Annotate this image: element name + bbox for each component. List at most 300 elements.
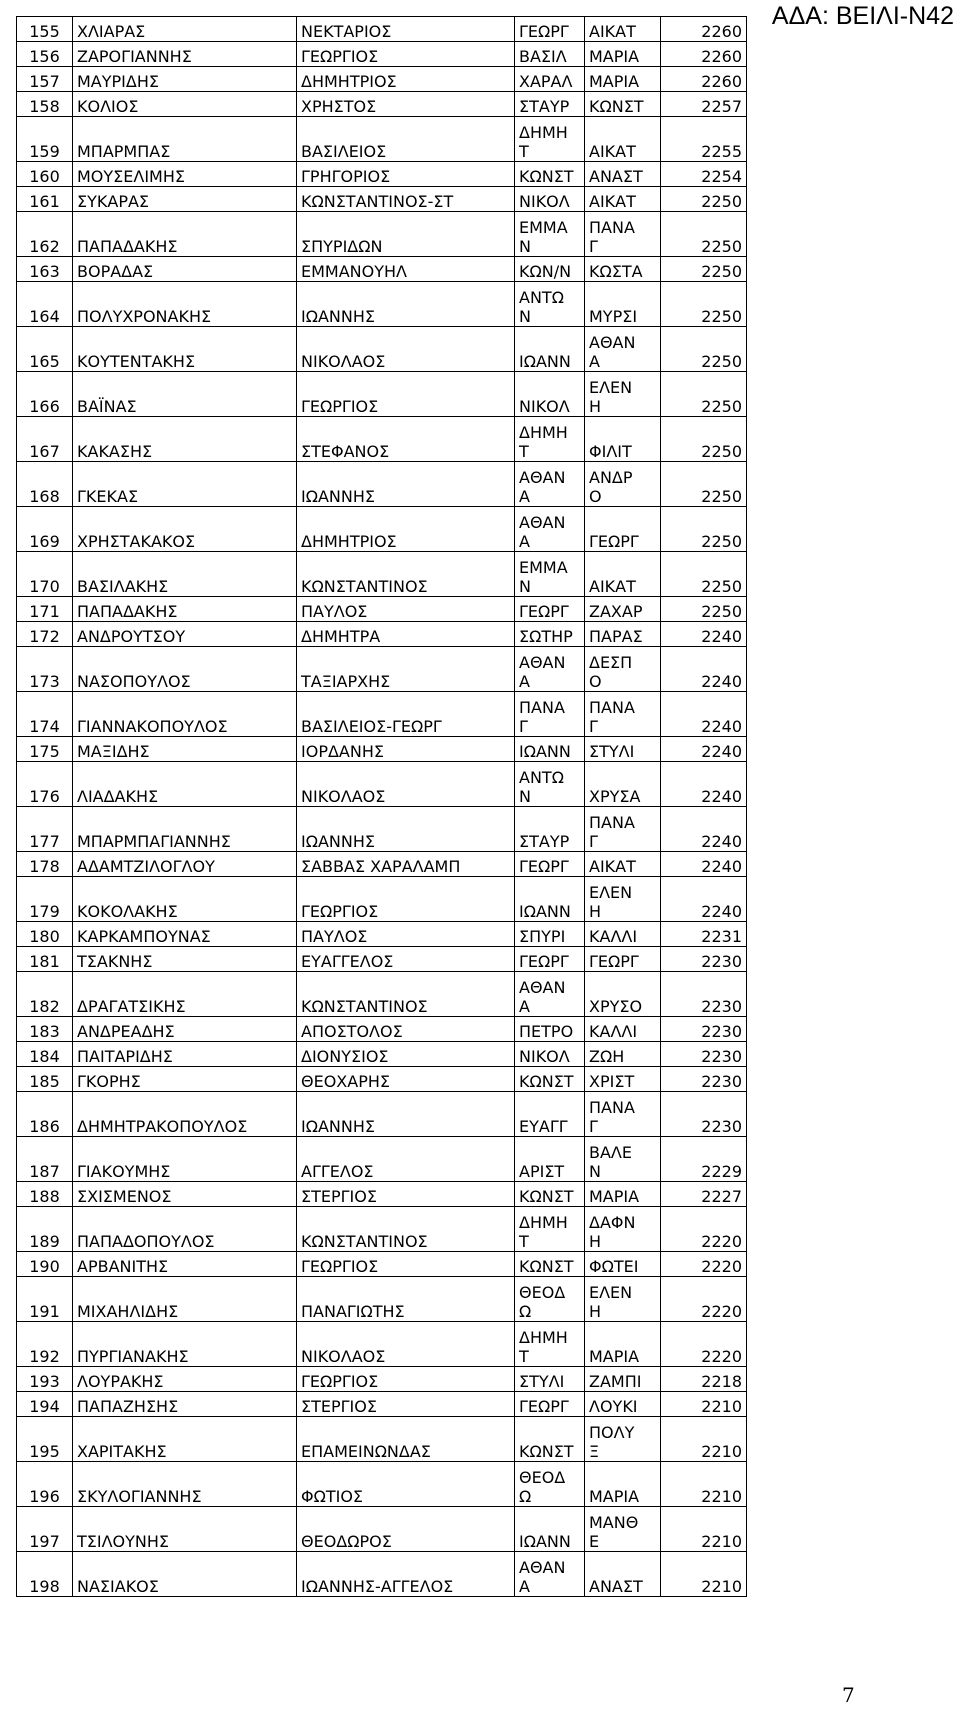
mother-name-cell: ΑΙΚΑΤ (585, 552, 661, 597)
father-name-cell: ΘΕΟΔ Ω (515, 1277, 585, 1322)
mother-name-cell: ΦΙΛΙΤ (585, 417, 661, 462)
score-cell: 2218 (661, 1367, 747, 1392)
score-cell: 2260 (661, 42, 747, 67)
table-row (17, 462, 747, 507)
father-name-cell: ΓΕΩΡΓ (515, 852, 585, 877)
surname-cell: ΤΣΑΚΝΗΣ (73, 947, 297, 972)
score-cell: 2240 (661, 877, 747, 922)
table-row (17, 42, 747, 67)
row-number-cell: 186 (17, 1092, 73, 1137)
score-cell: 2230 (661, 1067, 747, 1092)
row-number-cell: 155 (17, 17, 73, 42)
surname-cell: ΓΙΑΚΟΥΜΗΣ (73, 1137, 297, 1182)
surname-cell: ΔΡΑΓΑΤΣΙΚΗΣ (73, 972, 297, 1017)
table-row (17, 187, 747, 212)
first-name-cell: ΓΕΩΡΓΙΟΣ (297, 877, 515, 922)
table-row (17, 1417, 747, 1462)
father-name-cell: ΓΕΩΡΓ (515, 597, 585, 622)
score-cell: 2257 (661, 92, 747, 117)
row-number-cell: 178 (17, 852, 73, 877)
score-cell: 2230 (661, 1042, 747, 1067)
first-name-cell: ΑΠΟΣΤΟΛΟΣ (297, 1017, 515, 1042)
mother-name-cell: ΜΥΡΣΙ (585, 282, 661, 327)
first-name-cell: ΙΩΑΝΝΗΣ-ΑΓΓΕΛΟΣ (297, 1552, 515, 1597)
table-row (17, 417, 747, 462)
surname-cell: ΚΟΚΟΛΑΚΗΣ (73, 877, 297, 922)
table-row (17, 1322, 747, 1367)
father-name-cell: ΔΗΜΗ Τ (515, 117, 585, 162)
first-name-cell: ΚΩΝΣΤΑΝΤΙΝΟΣ (297, 552, 515, 597)
row-number-cell: 179 (17, 877, 73, 922)
table-row (17, 972, 747, 1017)
score-cell: 2210 (661, 1552, 747, 1597)
row-number-cell: 174 (17, 692, 73, 737)
mother-name-cell: ΚΩΝΣΤ (585, 92, 661, 117)
first-name-cell: ΔΗΜΗΤΡΙΟΣ (297, 67, 515, 92)
mother-name-cell: ΠΟΛΥ Ξ (585, 1417, 661, 1462)
father-name-cell: ΔΗΜΗ Τ (515, 1322, 585, 1367)
table-row (17, 1252, 747, 1277)
score-cell: 2220 (661, 1207, 747, 1252)
mother-name-cell: ΖΑΜΠΙ (585, 1367, 661, 1392)
surname-cell: ΣΥΚΑΡΑΣ (73, 187, 297, 212)
score-cell: 2250 (661, 462, 747, 507)
surname-cell: ΑΔΑΜΤΖΙΛΟΓΛΟΥ (73, 852, 297, 877)
surname-cell: ΖΑΡΟΓΙΑΝΝΗΣ (73, 42, 297, 67)
score-cell: 2250 (661, 372, 747, 417)
mother-name-cell: ΑΘΑΝ Α (585, 327, 661, 372)
first-name-cell: ΒΑΣΙΛΕΙΟΣ (297, 117, 515, 162)
father-name-cell: ΙΩΑΝΝ (515, 877, 585, 922)
table-row (17, 622, 747, 647)
row-number-cell: 187 (17, 1137, 73, 1182)
score-cell: 2230 (661, 1017, 747, 1042)
mother-name-cell: ΜΑΡΙΑ (585, 1462, 661, 1507)
score-cell: 2220 (661, 1322, 747, 1367)
table-row (17, 327, 747, 372)
table-row (17, 807, 747, 852)
table-row (17, 92, 747, 117)
table-row (17, 117, 747, 162)
surname-cell: ΓΚΟΡΗΣ (73, 1067, 297, 1092)
row-number-cell: 196 (17, 1462, 73, 1507)
surname-cell: ΝΑΣΙΑΚΟΣ (73, 1552, 297, 1597)
surname-cell: ΠΑΠΑΔΟΠΟΥΛΟΣ (73, 1207, 297, 1252)
score-cell: 2250 (661, 507, 747, 552)
mother-name-cell: ΠΑΝΑ Γ (585, 1092, 661, 1137)
first-name-cell: ΧΡΗΣΤΟΣ (297, 92, 515, 117)
table-row (17, 1462, 747, 1507)
mother-name-cell: ΧΡΥΣΑ (585, 762, 661, 807)
father-name-cell: ΓΕΩΡΓ (515, 1392, 585, 1417)
mother-name-cell: ΓΕΩΡΓ (585, 947, 661, 972)
father-name-cell: ΑΘΑΝ Α (515, 507, 585, 552)
row-number-cell: 190 (17, 1252, 73, 1277)
surname-cell: ΝΑΣΟΠΟΥΛΟΣ (73, 647, 297, 692)
row-number-cell: 175 (17, 737, 73, 762)
table-row (17, 212, 747, 257)
score-cell: 2210 (661, 1392, 747, 1417)
row-number-cell: 181 (17, 947, 73, 972)
first-name-cell: ΒΑΣΙΛΕΙΟΣ-ΓΕΩΡΓ (297, 692, 515, 737)
surname-cell: ΒΑΪΝΑΣ (73, 372, 297, 417)
row-number-cell: 165 (17, 327, 73, 372)
first-name-cell: ΚΩΝΣΤΑΝΤΙΝΟΣ (297, 1207, 515, 1252)
score-cell: 2255 (661, 117, 747, 162)
row-number-cell: 195 (17, 1417, 73, 1462)
mother-name-cell: ΒΑΛΕ Ν (585, 1137, 661, 1182)
table-row (17, 1392, 747, 1417)
mother-name-cell: ΚΩΣΤΑ (585, 257, 661, 282)
first-name-cell: ΙΩΑΝΝΗΣ (297, 1092, 515, 1137)
father-name-cell: ΔΗΜΗ Τ (515, 1207, 585, 1252)
table-row (17, 1507, 747, 1552)
score-cell: 2260 (661, 17, 747, 42)
row-number-cell: 164 (17, 282, 73, 327)
mother-name-cell: ΠΑΝΑ Γ (585, 212, 661, 257)
first-name-cell: ΔΗΜΗΤΡΙΟΣ (297, 507, 515, 552)
father-name-cell: ΕΥΑΓΓ (515, 1092, 585, 1137)
father-name-cell: ΓΕΩΡΓ (515, 17, 585, 42)
first-name-cell: ΠΑΥΛΟΣ (297, 597, 515, 622)
table-row (17, 552, 747, 597)
first-name-cell: ΣΤΕΡΓΙΟΣ (297, 1182, 515, 1207)
father-name-cell: ΑΝΤΩ Ν (515, 762, 585, 807)
mother-name-cell: ΜΑΡΙΑ (585, 42, 661, 67)
row-number-cell: 189 (17, 1207, 73, 1252)
mother-name-cell: ΖΑΧΑΡ (585, 597, 661, 622)
table-row (17, 257, 747, 282)
mother-name-cell: ΣΤΥΛΙ (585, 737, 661, 762)
table-row (17, 1277, 747, 1322)
mother-name-cell: ΖΩΗ (585, 1042, 661, 1067)
score-cell: 2240 (661, 692, 747, 737)
mother-name-cell: ΑΙΚΑΤ (585, 17, 661, 42)
surname-cell: ΠΑΠΑΔΑΚΗΣ (73, 212, 297, 257)
father-name-cell: ΧΑΡΑΛ (515, 67, 585, 92)
row-number-cell: 193 (17, 1367, 73, 1392)
table-row (17, 17, 747, 42)
surname-cell: ΛΟΥΡΑΚΗΣ (73, 1367, 297, 1392)
first-name-cell: ΘΕΟΔΩΡΟΣ (297, 1507, 515, 1552)
father-name-cell: ΓΕΩΡΓ (515, 947, 585, 972)
father-name-cell: ΚΩΝΣΤ (515, 162, 585, 187)
first-name-cell: ΘΕΟΧΑΡΗΣ (297, 1067, 515, 1092)
row-number-cell: 162 (17, 212, 73, 257)
score-cell: 2230 (661, 1092, 747, 1137)
score-cell: 2210 (661, 1462, 747, 1507)
father-name-cell: ΑΘΑΝ Α (515, 462, 585, 507)
father-name-cell: ΙΩΑΝΝ (515, 1507, 585, 1552)
row-number-cell: 183 (17, 1017, 73, 1042)
table-row (17, 1017, 747, 1042)
surname-cell: ΠΥΡΓΙΑΝΑΚΗΣ (73, 1322, 297, 1367)
surname-cell: ΣΚΥΛΟΓΙΑΝΝΗΣ (73, 1462, 297, 1507)
surname-cell: ΜΙΧΑΗΛΙΔΗΣ (73, 1277, 297, 1322)
row-number-cell: 157 (17, 67, 73, 92)
row-number-cell: 177 (17, 807, 73, 852)
score-cell: 2240 (661, 647, 747, 692)
mother-name-cell: ΓΕΩΡΓ (585, 507, 661, 552)
mother-name-cell: ΧΡΥΣΟ (585, 972, 661, 1017)
row-number-cell: 188 (17, 1182, 73, 1207)
surname-cell: ΜΑΞΙΔΗΣ (73, 737, 297, 762)
father-name-cell: ΚΩΝ/Ν (515, 257, 585, 282)
score-cell: 2254 (661, 162, 747, 187)
father-name-cell: ΝΙΚΟΛ (515, 187, 585, 212)
father-name-cell: ΚΩΝΣΤ (515, 1182, 585, 1207)
row-number-cell: 176 (17, 762, 73, 807)
surname-cell: ΤΣΙΛΟΥΝΗΣ (73, 1507, 297, 1552)
mother-name-cell: ΠΑΝΑ Γ (585, 692, 661, 737)
score-cell: 2227 (661, 1182, 747, 1207)
mother-name-cell: ΔΑΦΝ Η (585, 1207, 661, 1252)
table-row (17, 1207, 747, 1252)
table-row (17, 877, 747, 922)
mother-name-cell: ΧΡΙΣΤ (585, 1067, 661, 1092)
father-name-cell: ΔΗΜΗ Τ (515, 417, 585, 462)
first-name-cell: ΙΩΑΝΝΗΣ (297, 807, 515, 852)
surname-cell: ΑΝΔΡΕΑΔΗΣ (73, 1017, 297, 1042)
row-number-cell: 160 (17, 162, 73, 187)
mother-name-cell: ΔΕΣΠ Ο (585, 647, 661, 692)
score-cell: 2210 (661, 1507, 747, 1552)
surname-cell: ΠΑΠΑΖΗΣΗΣ (73, 1392, 297, 1417)
father-name-cell: ΚΩΝΣΤ (515, 1067, 585, 1092)
father-name-cell: ΙΩΑΝΝ (515, 737, 585, 762)
first-name-cell: ΝΙΚΟΛΑΟΣ (297, 762, 515, 807)
score-cell: 2250 (661, 257, 747, 282)
surname-cell: ΠΑΠΑΔΑΚΗΣ (73, 597, 297, 622)
surname-cell: ΒΟΡΑΔΑΣ (73, 257, 297, 282)
row-number-cell: 172 (17, 622, 73, 647)
mother-name-cell: ΠΑΡΑΣ (585, 622, 661, 647)
father-name-cell: ΣΤΑΥΡ (515, 807, 585, 852)
table-row (17, 1552, 747, 1597)
row-number-cell: 156 (17, 42, 73, 67)
first-name-cell: ΕΥΑΓΓΕΛΟΣ (297, 947, 515, 972)
mother-name-cell: ΕΛΕΝ Η (585, 1277, 661, 1322)
father-name-cell: ΕΜΜΑ Ν (515, 552, 585, 597)
surname-cell: ΜΟΥΣΕΛΙΜΗΣ (73, 162, 297, 187)
score-cell: 2240 (661, 622, 747, 647)
father-name-cell: ΣΩΤΗΡ (515, 622, 585, 647)
score-cell: 2250 (661, 417, 747, 462)
table-row (17, 282, 747, 327)
father-name-cell: ΑΝΤΩ Ν (515, 282, 585, 327)
row-number-cell: 184 (17, 1042, 73, 1067)
score-cell: 2250 (661, 212, 747, 257)
first-name-cell: ΣΤΕΡΓΙΟΣ (297, 1392, 515, 1417)
mother-name-cell: ΕΛΕΝ Η (585, 877, 661, 922)
first-name-cell: ΠΑΝΑΓΙΩΤΗΣ (297, 1277, 515, 1322)
surname-cell: ΧΑΡΙΤΑΚΗΣ (73, 1417, 297, 1462)
table-row (17, 372, 747, 417)
mother-name-cell: ΦΩΤΕΙ (585, 1252, 661, 1277)
first-name-cell: ΠΑΥΛΟΣ (297, 922, 515, 947)
mother-name-cell: ΑΝΑΣΤ (585, 162, 661, 187)
mother-name-cell: ΑΙΚΑΤ (585, 117, 661, 162)
father-name-cell: ΑΡΙΣΤ (515, 1137, 585, 1182)
page-number: 7 (842, 1683, 855, 1707)
score-cell: 2210 (661, 1417, 747, 1462)
table-row (17, 737, 747, 762)
ada-code: ΑΔΑ: ΒΕΙΛΙ-Ν42 (771, 2, 954, 30)
mother-name-cell: ΑΝΔΡ Ο (585, 462, 661, 507)
table-row (17, 67, 747, 92)
score-cell: 2250 (661, 552, 747, 597)
first-name-cell: ΓΕΩΡΓΙΟΣ (297, 1252, 515, 1277)
surname-cell: ΠΟΛΥΧΡΟΝΑΚΗΣ (73, 282, 297, 327)
mother-name-cell: ΕΛΕΝ Η (585, 372, 661, 417)
father-name-cell: ΣΤΥΛΙ (515, 1367, 585, 1392)
first-name-cell: ΦΩΤΙΟΣ (297, 1462, 515, 1507)
score-cell: 2250 (661, 327, 747, 372)
father-name-cell: ΠΕΤΡΟ (515, 1017, 585, 1042)
surname-cell: ΚΟΥΤΕΝΤΑΚΗΣ (73, 327, 297, 372)
first-name-cell: ΙΟΡΔΑΝΗΣ (297, 737, 515, 762)
first-name-cell: ΝΙΚΟΛΑΟΣ (297, 1322, 515, 1367)
mother-name-cell: ΜΑΡΙΑ (585, 67, 661, 92)
table-row (17, 1182, 747, 1207)
father-name-cell: ΑΘΑΝ Α (515, 647, 585, 692)
table-row (17, 507, 747, 552)
table-row (17, 647, 747, 692)
row-number-cell: 158 (17, 92, 73, 117)
mother-name-cell: ΑΝΑΣΤ (585, 1552, 661, 1597)
father-name-cell: ΘΕΟΔ Ω (515, 1462, 585, 1507)
score-cell: 2220 (661, 1277, 747, 1322)
row-number-cell: 197 (17, 1507, 73, 1552)
surname-cell: ΛΙΑΔΑΚΗΣ (73, 762, 297, 807)
first-name-cell: ΕΜΜΑΝΟΥΗΛ (297, 257, 515, 282)
surname-cell: ΓΚΕΚΑΣ (73, 462, 297, 507)
mother-name-cell: ΠΑΝΑ Γ (585, 807, 661, 852)
row-number-cell: 169 (17, 507, 73, 552)
mother-name-cell: ΚΑΛΛΙ (585, 1017, 661, 1042)
mother-name-cell: ΜΑΡΙΑ (585, 1182, 661, 1207)
table-row (17, 762, 747, 807)
row-number-cell: 182 (17, 972, 73, 1017)
surname-cell: ΜΠΑΡΜΠΑΓΙΑΝΝΗΣ (73, 807, 297, 852)
score-cell: 2250 (661, 282, 747, 327)
first-name-cell: ΓΕΩΡΓΙΟΣ (297, 372, 515, 417)
mother-name-cell: ΛΟΥΚΙ (585, 1392, 661, 1417)
first-name-cell: ΕΠΑΜΕΙΝΩΝΔΑΣ (297, 1417, 515, 1462)
father-name-cell: ΣΠΥΡΙ (515, 922, 585, 947)
first-name-cell: ΚΩΝΣΤΑΝΤΙΝΟΣ (297, 972, 515, 1017)
surname-cell: ΧΛΙΑΡΑΣ (73, 17, 297, 42)
father-name-cell: ΣΤΑΥΡ (515, 92, 585, 117)
score-cell: 2250 (661, 187, 747, 212)
surname-cell: ΠΑΙΤΑΡΙΔΗΣ (73, 1042, 297, 1067)
score-cell: 2240 (661, 807, 747, 852)
father-name-cell: ΠΑΝΑ Γ (515, 692, 585, 737)
first-name-cell: ΙΩΑΝΝΗΣ (297, 282, 515, 327)
score-cell: 2240 (661, 762, 747, 807)
score-cell: 2231 (661, 922, 747, 947)
first-name-cell: ΝΙΚΟΛΑΟΣ (297, 327, 515, 372)
surname-cell: ΣΧΙΣΜΕΝΟΣ (73, 1182, 297, 1207)
surname-cell: ΚΑΚΑΣΗΣ (73, 417, 297, 462)
row-number-cell: 167 (17, 417, 73, 462)
row-number-cell: 161 (17, 187, 73, 212)
first-name-cell: ΣΤΕΦΑΝΟΣ (297, 417, 515, 462)
row-number-cell: 168 (17, 462, 73, 507)
first-name-cell: ΓΡΗΓΟΡΙΟΣ (297, 162, 515, 187)
table-row (17, 1092, 747, 1137)
father-name-cell: ΝΙΚΟΛ (515, 372, 585, 417)
surname-cell: ΚΟΛΙΟΣ (73, 92, 297, 117)
surname-cell: ΚΑΡΚΑΜΠΟΥΝΑΣ (73, 922, 297, 947)
row-number-cell: 194 (17, 1392, 73, 1417)
table-row (17, 1067, 747, 1092)
first-name-cell: ΙΩΑΝΝΗΣ (297, 462, 515, 507)
records-body (17, 17, 747, 1597)
table-row (17, 1137, 747, 1182)
father-name-cell: ΑΘΑΝ Α (515, 972, 585, 1017)
mother-name-cell: ΜΑΝΘ Ε (585, 1507, 661, 1552)
father-name-cell: ΙΩΑΝΝ (515, 327, 585, 372)
father-name-cell: ΚΩΝΣΤ (515, 1252, 585, 1277)
first-name-cell: ΔΙΟΝΥΣΙΟΣ (297, 1042, 515, 1067)
row-number-cell: 173 (17, 647, 73, 692)
row-number-cell: 191 (17, 1277, 73, 1322)
score-cell: 2250 (661, 597, 747, 622)
mother-name-cell: ΑΙΚΑΤ (585, 852, 661, 877)
father-name-cell: ΒΑΣΙΛ (515, 42, 585, 67)
first-name-cell: ΓΕΩΡΓΙΟΣ (297, 42, 515, 67)
surname-cell: ΜΑΥΡΙΔΗΣ (73, 67, 297, 92)
table-row (17, 922, 747, 947)
row-number-cell: 159 (17, 117, 73, 162)
row-number-cell: 166 (17, 372, 73, 417)
father-name-cell: ΑΘΑΝ Α (515, 1552, 585, 1597)
surname-cell: ΒΑΣΙΛΑΚΗΣ (73, 552, 297, 597)
score-cell: 2230 (661, 972, 747, 1017)
score-cell: 2240 (661, 737, 747, 762)
row-number-cell: 180 (17, 922, 73, 947)
score-cell: 2229 (661, 1137, 747, 1182)
score-cell: 2230 (661, 947, 747, 972)
table-row (17, 1367, 747, 1392)
surname-cell: ΑΝΔΡΟΥΤΣΟΥ (73, 622, 297, 647)
row-number-cell: 198 (17, 1552, 73, 1597)
surname-cell: ΧΡΗΣΤΑΚΑΚΟΣ (73, 507, 297, 552)
father-name-cell: ΕΜΜΑ Ν (515, 212, 585, 257)
father-name-cell: ΚΩΝΣΤ (515, 1417, 585, 1462)
first-name-cell: ΔΗΜΗΤΡΑ (297, 622, 515, 647)
row-number-cell: 171 (17, 597, 73, 622)
row-number-cell: 192 (17, 1322, 73, 1367)
row-number-cell: 170 (17, 552, 73, 597)
surname-cell: ΓΙΑΝΝΑΚΟΠΟΥΛΟΣ (73, 692, 297, 737)
score-cell: 2260 (661, 67, 747, 92)
surname-cell: ΔΗΜΗΤΡΑΚΟΠΟΥΛΟΣ (73, 1092, 297, 1137)
first-name-cell: ΝΕΚΤΑΡΙΟΣ (297, 17, 515, 42)
surname-cell: ΜΠΑΡΜΠΑΣ (73, 117, 297, 162)
first-name-cell: ΓΕΩΡΓΙΟΣ (297, 1367, 515, 1392)
table-row (17, 1042, 747, 1067)
table-row (17, 852, 747, 877)
first-name-cell: ΑΓΓΕΛΟΣ (297, 1137, 515, 1182)
table-row (17, 947, 747, 972)
row-number-cell: 163 (17, 257, 73, 282)
table-row (17, 162, 747, 187)
table-row (17, 692, 747, 737)
mother-name-cell: ΜΑΡΙΑ (585, 1322, 661, 1367)
score-cell: 2240 (661, 852, 747, 877)
